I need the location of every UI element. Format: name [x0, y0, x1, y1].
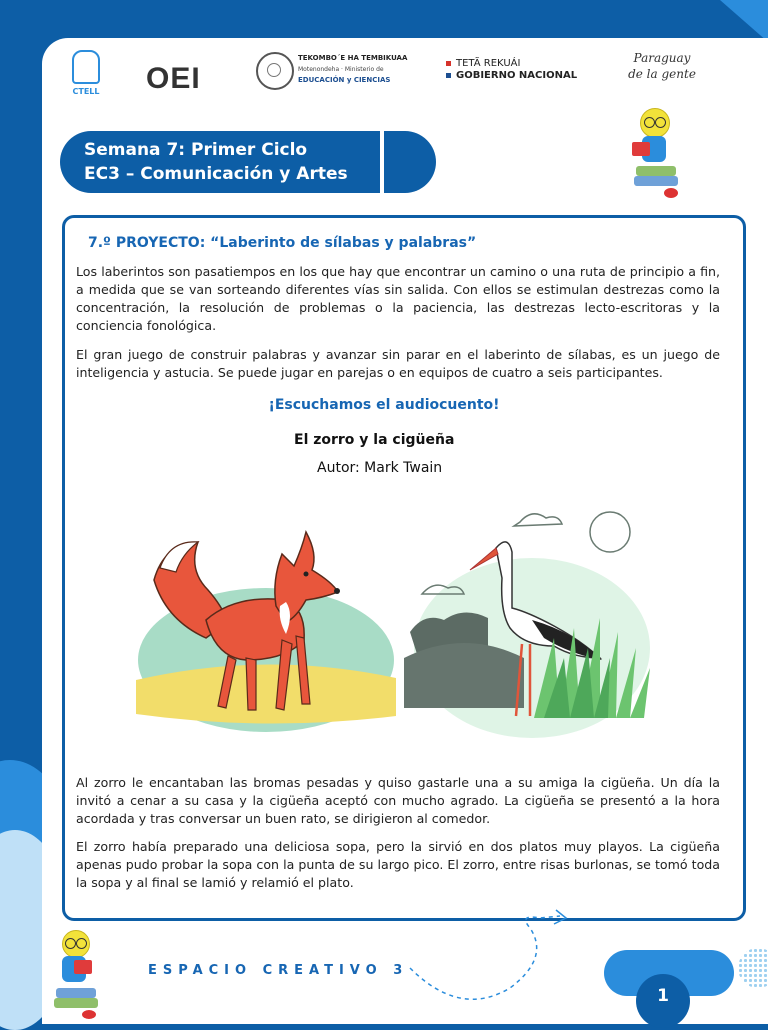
- ctell-logo: [66, 50, 106, 102]
- book-stack-icon-2: [634, 176, 678, 186]
- book-icon: [632, 142, 650, 156]
- seal-icon: [256, 52, 294, 90]
- paraguay-logo-line2: de la gente: [628, 67, 696, 81]
- gobierno-logo-line2: GOBIERNO NACIONAL: [456, 70, 578, 81]
- mascot-glasses-right: [655, 117, 666, 128]
- cloud-icon: [514, 514, 562, 526]
- project-title: 7.º PROYECTO: “Laberinto de sílabas y palabras”: [88, 235, 477, 251]
- header-divider: [380, 131, 384, 193]
- book-stack-icon: [56, 988, 96, 998]
- book-stack-icon-2: [54, 998, 98, 1008]
- dashed-path: [410, 916, 560, 999]
- paraguay-de-la-gente-logo: [622, 50, 702, 82]
- mascot-glasses-left: [644, 117, 655, 128]
- mascot-glasses-right: [76, 938, 87, 949]
- story-paragraph-2: El zorro había preparado una deliciosa sopa, pero la sirvió en dos platos muy playos. La cigüeña apenas pudo probar la sopa con la punta de su largo pico. El zorro, entre risas burlonas, se tomó toda la sopa y al final se lamió y relamió el plato.: [76, 839, 720, 890]
- ministerio-logo: [256, 52, 426, 92]
- gobierno-logo-line1: TETÃ REKUÁI: [456, 58, 521, 69]
- ctell-logo-text: CTELL: [72, 87, 100, 96]
- ministerio-logo-line1: TEKOMBO´E HA TEMBIKUAA: [298, 54, 408, 62]
- logos-bar: [42, 38, 768, 116]
- mascot-reader-bottom-icon: [52, 926, 102, 1020]
- story-title: El zorro y la cigüeña: [294, 432, 455, 448]
- espacio-creativo-label: ESPACIO CREATIVO 3: [148, 963, 409, 978]
- gobierno-logo-row2: [446, 70, 606, 82]
- fox-leg-back-2: [246, 658, 256, 710]
- page-number: 1: [657, 986, 669, 1006]
- hand-icon: [72, 50, 100, 84]
- book-icon: [74, 960, 92, 974]
- intro-paragraph-2: El gran juego de construir palabras y avanzar sin parar en el laberinto de sílabas, es un juego de inteligencia y astucia. Se puede jugar en parejas o en equipos de cuatro a seis participantes.: [76, 347, 720, 380]
- audiocuento-heading: ¡Escuchamos el audiocuento!: [268, 397, 500, 413]
- red-square-icon: [446, 61, 451, 66]
- gobierno-nacional-logo: [446, 58, 606, 82]
- page-title-line1: Semana 7: Primer Ciclo: [84, 140, 308, 160]
- mascot-reader-top-icon: [626, 108, 682, 200]
- dashed-arrow-decoration: [400, 908, 600, 1018]
- blue-square-icon: [446, 73, 451, 78]
- fox-illustration: [136, 510, 396, 740]
- fox-ground: [136, 664, 396, 723]
- paraguay-logo-line1: Paraguay: [633, 51, 691, 65]
- mascot-glasses-left: [65, 938, 76, 949]
- stork-illustration: [404, 508, 660, 740]
- oei-logo: OEI: [146, 62, 201, 95]
- ministerio-logo-line2: Motenondeha · Ministerio de: [298, 66, 384, 73]
- fox-eye: [304, 572, 309, 577]
- story-paragraph-1: Al zorro le encantaban las bromas pesadas y quiso gastarle una a su amiga la cigüeña. Un día la invitó a cenar a su casa y la cigüeña aceptó con mucho agrado. La cigüeña se presentó a la hora acordada y tras conversar un buen rato, se dirigieron al comedor.: [76, 775, 720, 826]
- hill-silhouette: [404, 643, 524, 708]
- page-title: [84, 138, 348, 186]
- sun-icon: [590, 512, 630, 552]
- book-stack-icon: [636, 166, 676, 176]
- page-title-line2: EC3 – Comunicación y Artes: [84, 164, 348, 184]
- mascot-shoe: [82, 1010, 96, 1019]
- mascot-shoe: [664, 188, 678, 198]
- intro-paragraph-1: Los laberintos son pasatiempos en los que hay que encontrar un camino o una ruta de principio a fin, a medida que se van sorteando diferentes vías sin salida. Con ellos se estimulan destrezas como la concentración, la resolución de problemas o la paciencia, las destrezas lecto-escritoras y la conciencia fonológica.: [76, 264, 720, 333]
- arrow-head-icon: [554, 910, 566, 924]
- fox-nose: [334, 588, 340, 594]
- ministerio-logo-line3: EDUCACIÓN y CIENCIAS: [298, 76, 391, 84]
- gobierno-logo-row1: [446, 58, 606, 70]
- story-author: Autor: Mark Twain: [317, 460, 443, 476]
